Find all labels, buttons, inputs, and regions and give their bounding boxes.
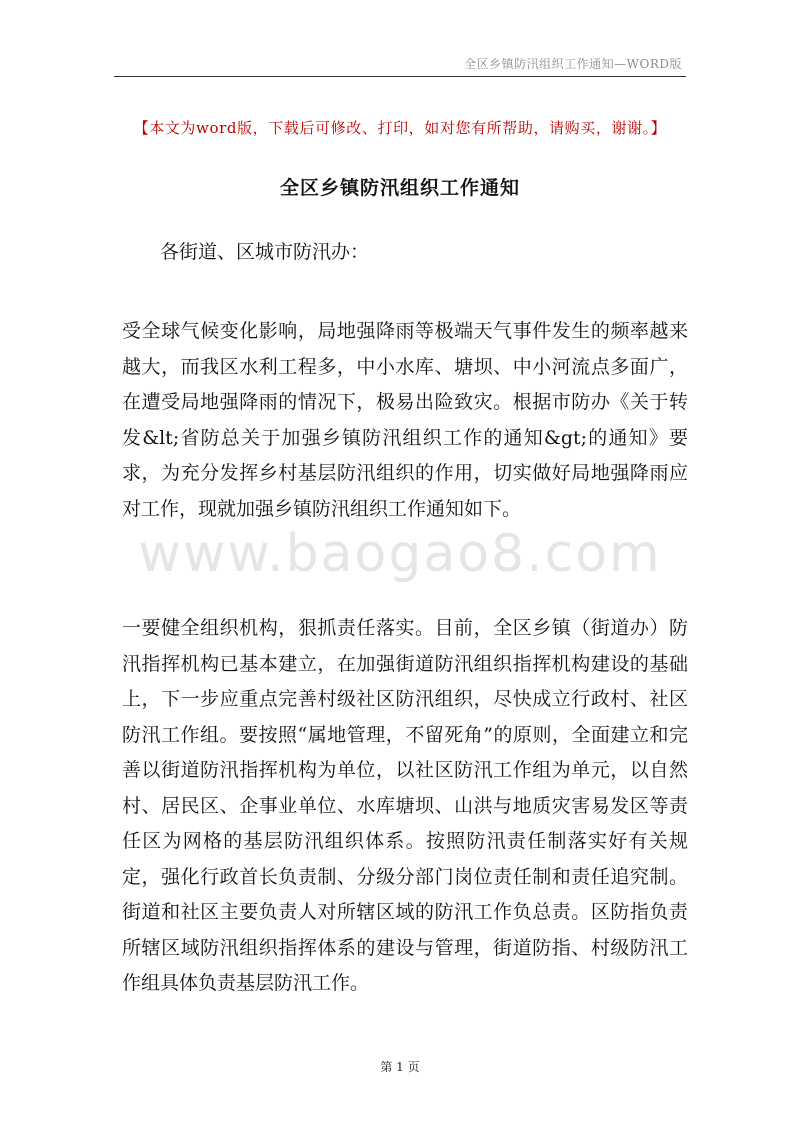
- download-notice: 【本文为word版，下载后可修改、打印，如对您有所帮助，请购买，谢谢。】: [133, 119, 667, 137]
- header-divider: [114, 76, 686, 77]
- watermark: www.baogao8.com: [138, 524, 662, 584]
- document-title: 全区乡镇防汛组织工作通知: [279, 177, 520, 199]
- header-title: 全区乡镇防汛组织工作通知—WORD版: [464, 57, 682, 71]
- paragraph-intro: 受全球气候变化影响，局地强降雨等极端天气事件发生的频率越来越大，而我区水利工程多，中小水库、塘坝、中小河流点多面广，在遭受局地强降雨的情况下，极易出险致灾。根据市防办《关于转发&lt;省防总关于加强乡镇防汛组织工作的通知&gt;的通知》要求，为充分发挥乡村基层防汛组织的作用，切实做好局地强降雨应对工作，现就加强乡镇防汛组织工作通知如下。: [122, 320, 688, 520]
- salutation: 各街道、区城市防汛办：: [160, 241, 370, 263]
- page-number: 第 1 页: [380, 1060, 420, 1074]
- paragraph-organization: 一要健全组织机构，狠抓责任落实。目前，全区乡镇（街道办）防汛指挥机构已基本建立，在加强街道防汛组织指挥机构建设的基础上，下一步应重点完善村级社区防汛组织，尽快成立行政村、社区防汛工作组。要按照“属地管理，不留死角”的原则，全面建立和完善以街道防汛指挥机构为单位，以社区防汛工作组为单元，以自然村、居民区、企事业单位、水库塘坝、山洪与地质灾害易发区等责任区为网格的基层防汛组织体系。按照防汛责任制落实好有关规定，强化行政首长负责制、分级分部门岗位责任制和责任追究制。街道和社区主要负责人对所辖区域的防汛工作负总责。区防指负责所辖区域防汛组织指挥体系的建设与管理，街道防指、村级防汛工作组具体负责基层防汛工作。: [122, 617, 688, 994]
